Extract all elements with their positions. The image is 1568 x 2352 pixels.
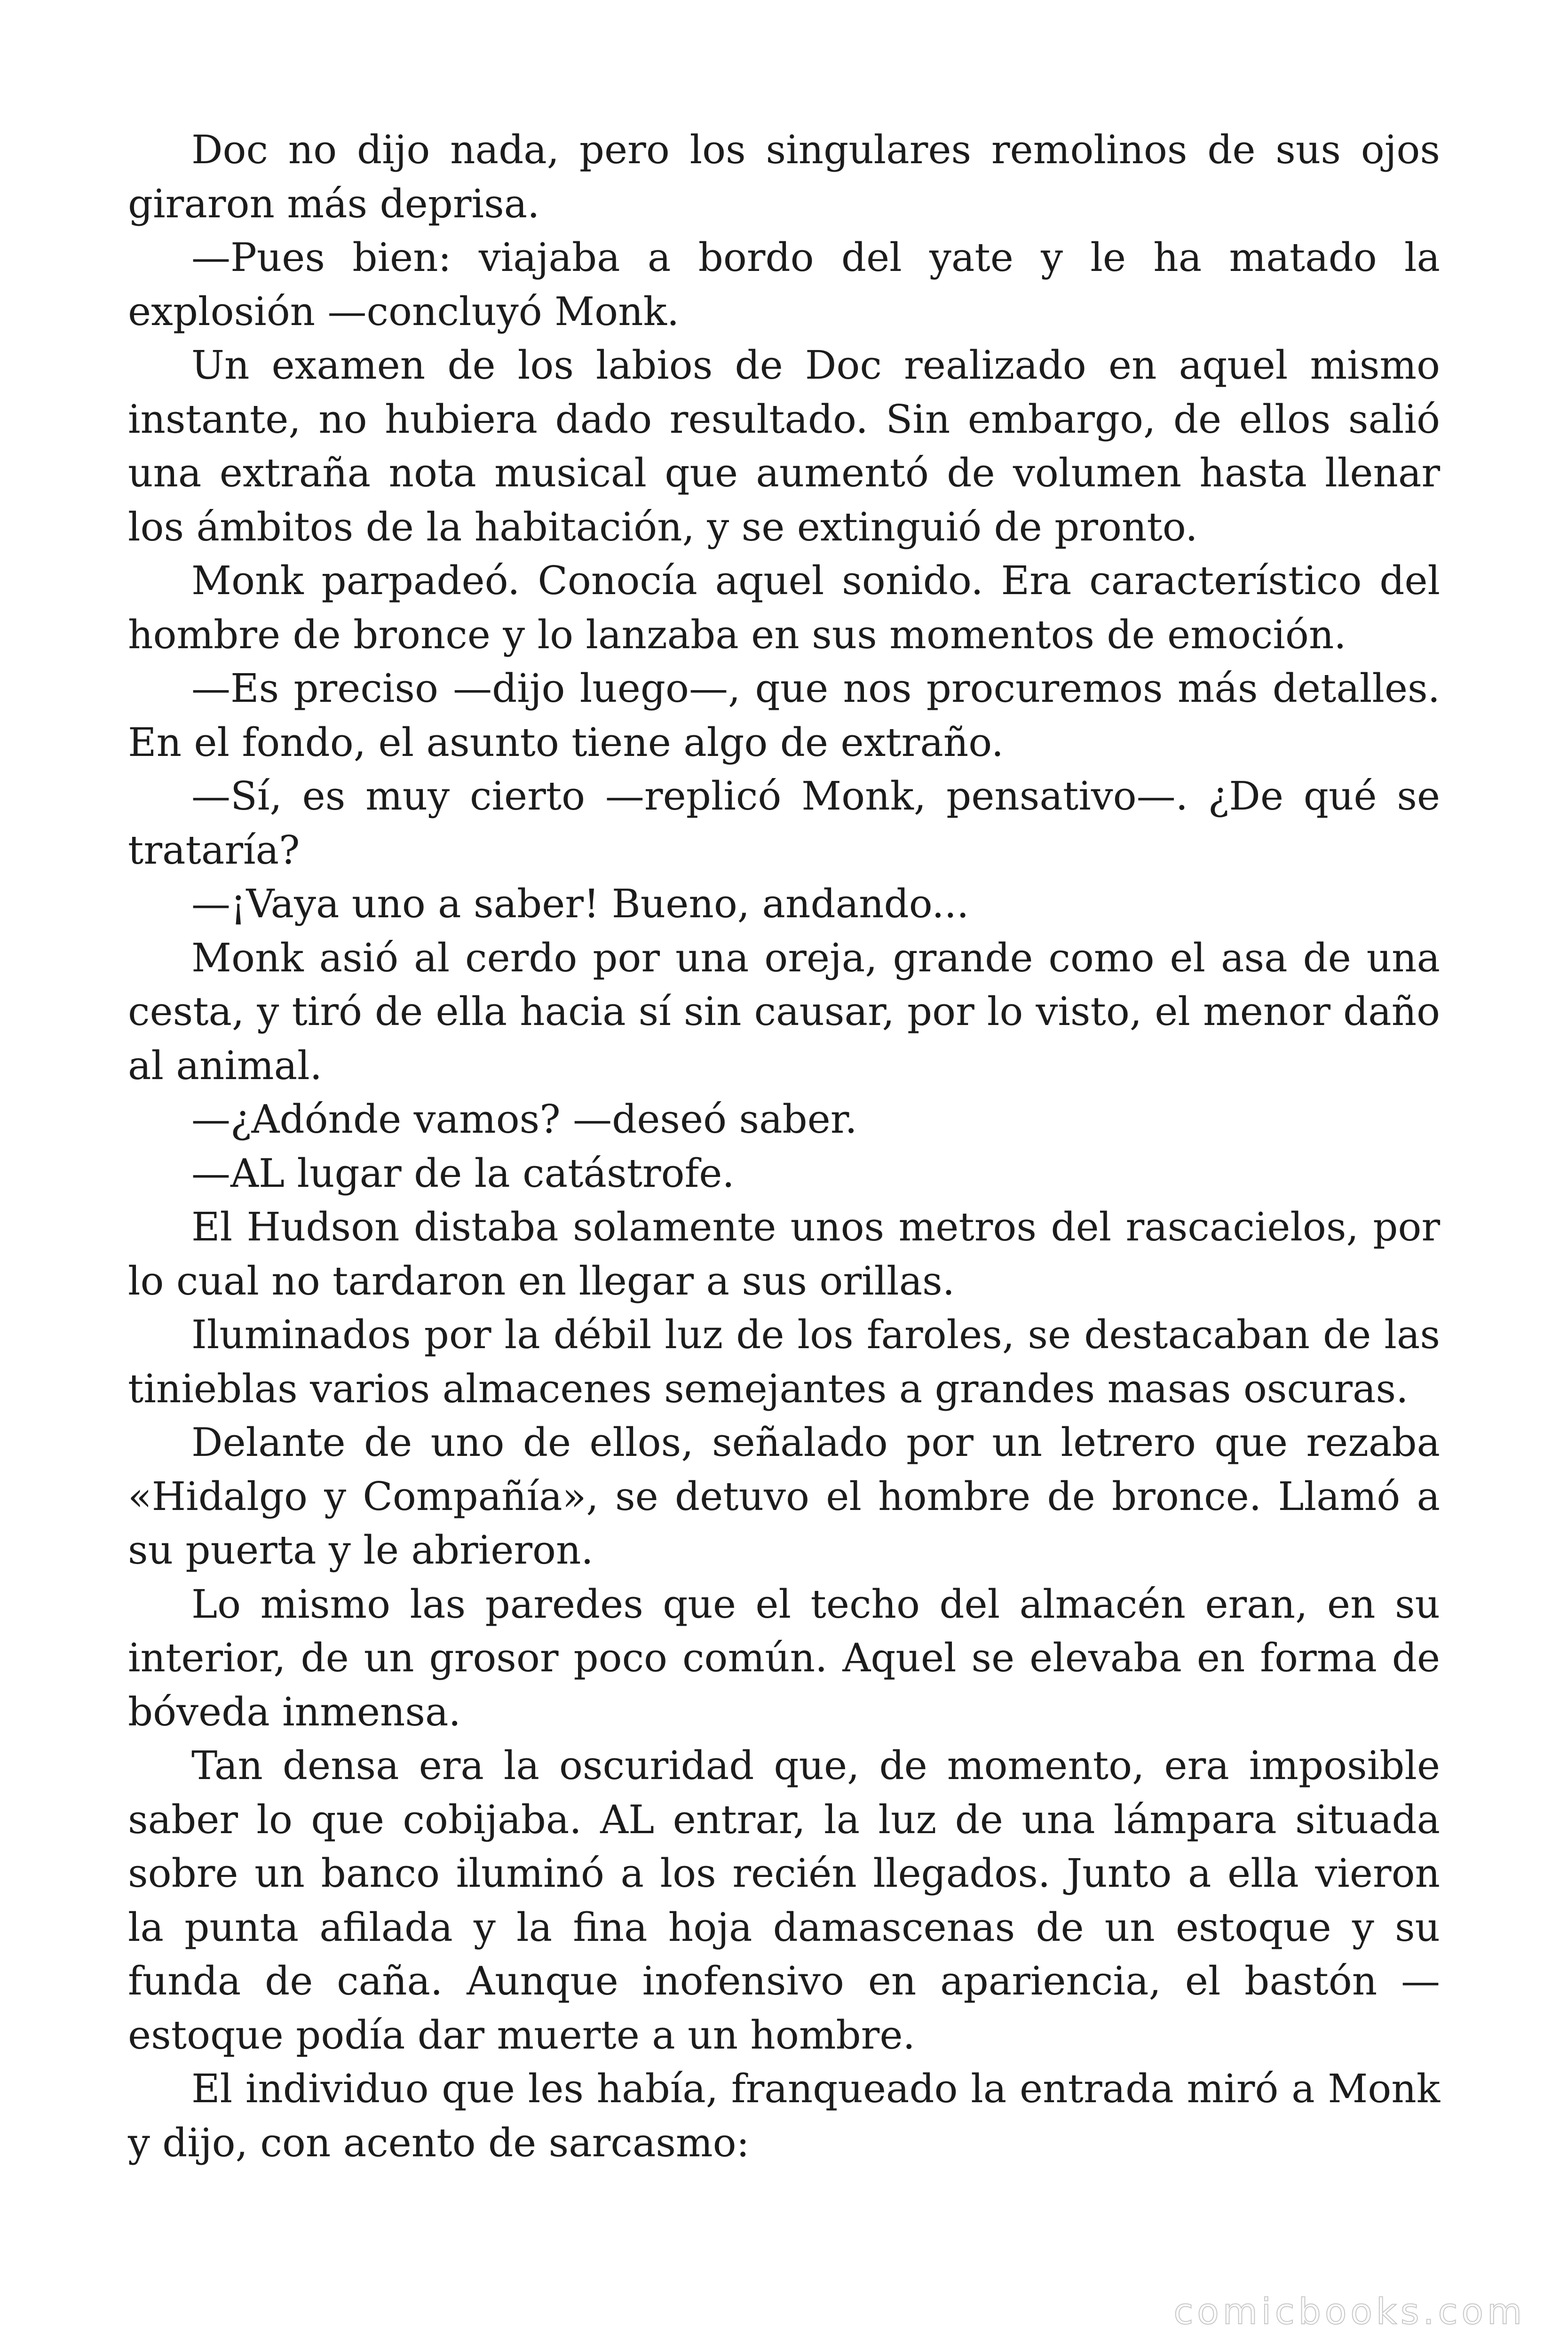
paragraph-13: Delante de uno de ellos, señalado por un letrero que rezaba «Hidalgo y Compañía», se detuvo el hombre de bronce. Llamó a su puerta y le abrieron. — [128, 1420, 1440, 1573]
paragraph-3: Un examen de los labios de Doc realizado en aquel mismo instante, no hubiera dado resultado. Sin embargo, de ellos salió una extraña nota musical que aumentó de volumen hasta llenar los ámbitos de la habitación, y se extinguió de pronto. — [128, 342, 1440, 550]
watermark: comicbooks.com — [1173, 2290, 1526, 2332]
paragraph-8: Monk asió al cerdo por una oreja, grande como el asa de una cesta, y tiró de ella hacia sí sin causar, por lo visto, el menor daño al animal. — [128, 935, 1440, 1089]
paragraph-9: —¿Adónde vamos? —deseó saber. — [191, 1097, 857, 1142]
paragraph-2: —Pues bien: viajaba a bordo del yate y le ha matado la explosión —concluyó Monk. — [128, 235, 1440, 334]
paragraph-7: —¡Vaya uno a saber! Bueno, andando... — [191, 881, 969, 927]
paragraph-16: El individuo que les había, franqueado la entrada miró a Monk y dijo, con acento de sarcasmo: — [128, 2066, 1440, 2166]
paragraph-1: Doc no dijo nada, pero los singulares remolinos de sus ojos giraron más deprisa. — [128, 127, 1440, 227]
paragraph-10: —AL lugar de la catástrofe. — [191, 1150, 735, 1196]
paragraph-5: —Es preciso —dijo luego—, que nos procuremos más detalles. En el fondo, el asunto tiene algo de extraño. — [128, 666, 1440, 765]
paragraph-6: —Sí, es muy cierto —replicó Monk, pensativo—. ¿De qué se trataría? — [128, 773, 1440, 873]
text-column — [128, 123, 1440, 2170]
paragraph-11: El Hudson distaba solamente unos metros del rascacielos, por lo cual no tardaron en llegar a sus orillas. — [128, 1204, 1440, 1304]
paragraph-12: Iluminados por la débil luz de los faroles, se destacaban de las tinieblas varios almacenes semejantes a grandes masas oscuras. — [128, 1312, 1440, 1412]
paragraph-15: Tan densa era la oscuridad que, de momento, era imposible saber lo que cobijaba. AL entrar, la luz de una lámpara situada sobre un banco iluminó a los recién llegados. Junto a ella vieron la punta afilada y la fina hoja damascenas de un estoque y su funda de caña. Aunque inofensivo en apariencia, el bastón —estoque podía dar muerte a un hombre. — [128, 1743, 1440, 2058]
paragraph-4: Monk parpadeó. Conocía aquel sonido. Era característico del hombre de bronce y lo lanzaba en sus momentos de emoción. — [128, 558, 1440, 658]
paragraph-14: Lo mismo las paredes que el techo del almacén eran, en su interior, de un grosor poco común. Aquel se elevaba en forma de bóveda inmensa. — [128, 1581, 1440, 1735]
